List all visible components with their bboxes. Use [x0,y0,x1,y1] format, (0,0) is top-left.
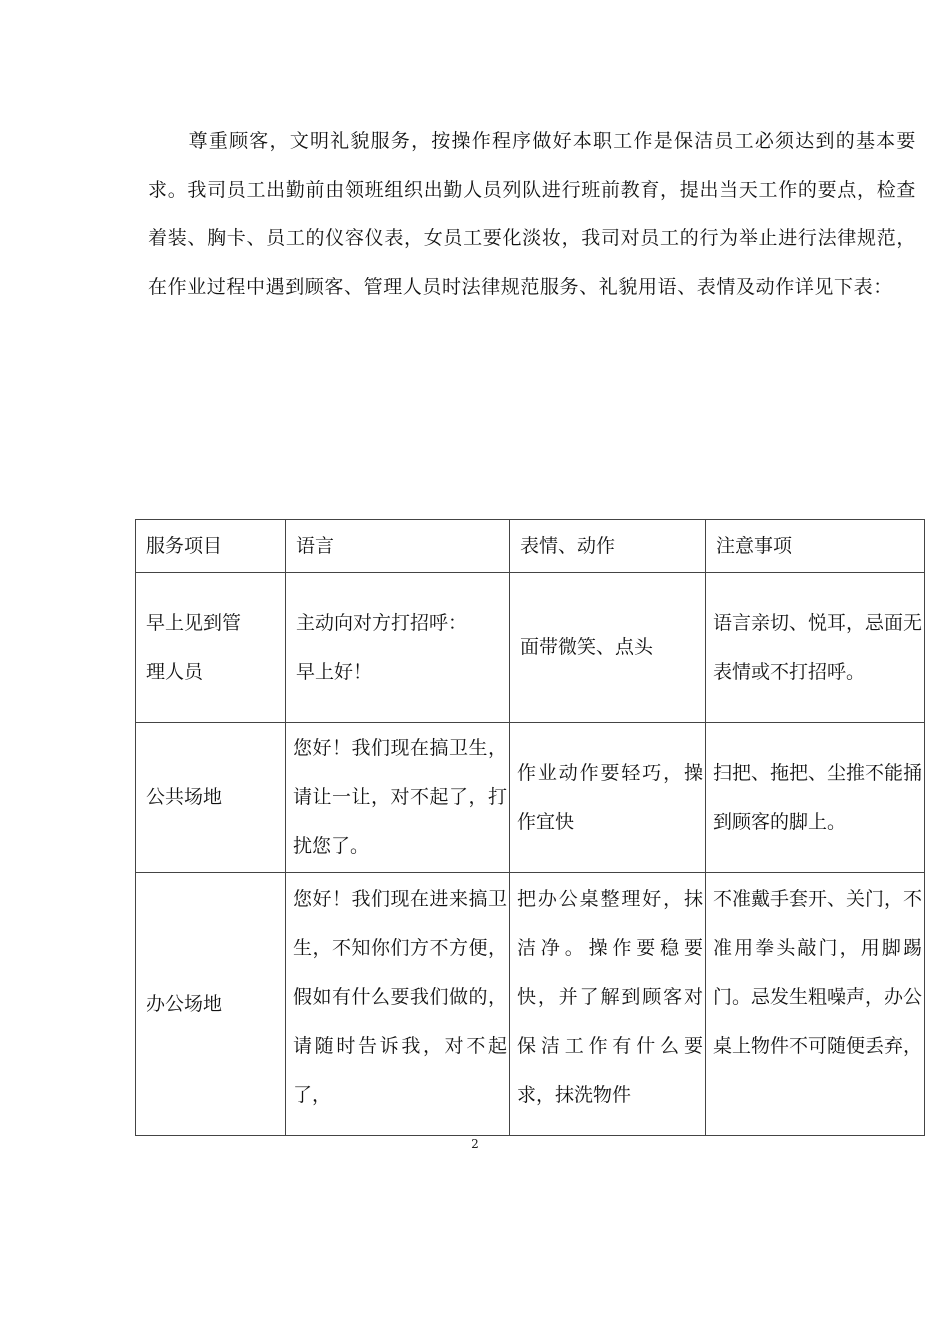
header-service-item: 服务项目 [136,520,286,573]
table-header-row [136,520,925,573]
cell-language: 您好！我们现在搞卫生，请让一让，对不起了，打扰您了。 [286,723,510,873]
cell-notes: 扫把、拖把、尘推不能捅到顾客的脚上。 [706,723,925,873]
table-row [136,873,925,1136]
cell-notes: 语言亲切、悦耳，忌面无表情或不打招呼。 [706,573,925,723]
cell-service-item: 办公场地 [136,873,286,1136]
header-expression-action: 表情、动作 [510,520,706,573]
cell-notes: 不准戴手套开、关门，不准用拳头敲门，用脚踢门。忌发生粗噪声，办公桌上物件不可随便丢弃， [706,873,925,1136]
cell-service-item: 早上见到管 理人员 [136,573,286,723]
cell-language: 您好！我们现在进来搞卫生，不知你们方不方便，假如有什么要我们做的，请随时告诉我，对不起了， [286,873,510,1136]
cell-expression-action: 作业动作要轻巧，操作宜快 [510,723,706,873]
service-etiquette-table [135,519,925,1136]
cell-language: 主动向对方打招呼： 早上好！ [286,573,510,723]
cell-expression-action: 面带微笑、点头 [510,573,706,723]
header-language: 语言 [286,520,510,573]
cell-service-item: 公共场地 [136,723,286,873]
table-row [136,723,925,873]
page-number: 2 [471,1137,479,1151]
cell-expression-action: 把办公桌整理好，抹洁净。操作要稳要快，并了解到顾客对保洁工作有什么要求，抹洗物件 [510,873,706,1136]
header-notes: 注意事项 [706,520,925,573]
intro-paragraph [148,117,916,311]
intro-text: 尊重顾客，文明礼貌服务，按操作程序做好本职工作是保洁员工必须达到的基本要求。我司员工出勤前由领班组织出勤人员列队进行班前教育，提出当天工作的要点，检查着装、胸卡、员工的仪容仪表，女员工要化淡妆，我司对员工的行为举止进行法律规范，在作业过程中遇到顾客、管理人员时法律规范服务、礼貌用语、表情及动作详见下表： [148,130,916,298]
table-row [136,573,925,723]
